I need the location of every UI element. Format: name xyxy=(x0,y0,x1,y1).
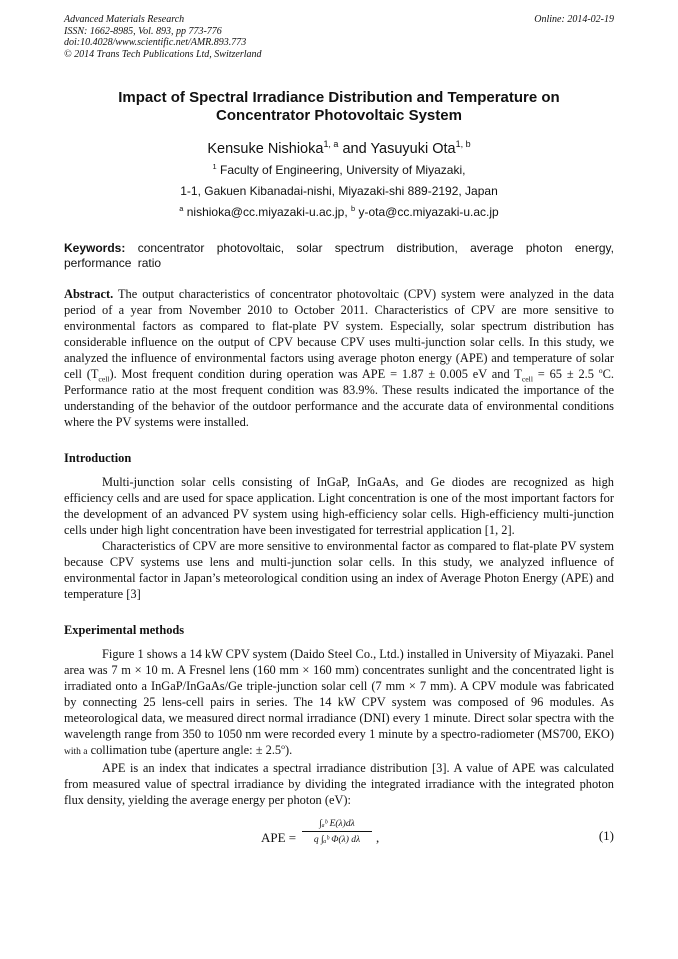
equation-fraction xyxy=(302,818,372,846)
equation-denominator: q ∫ₐᵇ Φ(λ) dλ xyxy=(313,835,361,845)
equation-comma: , xyxy=(376,830,380,845)
keywords xyxy=(64,241,614,271)
author-affil-sup: 1, a xyxy=(323,139,339,150)
paper-page xyxy=(64,14,614,862)
journal-issn: ISSN: 1662-8985, Vol. 893, pp 773-776 xyxy=(64,25,222,37)
email-link[interactable]: y-ota@cc.miyazaki-u.ac.jp xyxy=(358,205,499,219)
subscript: cell xyxy=(521,374,533,384)
journal-info xyxy=(64,14,262,60)
abstract-text: = 65 ± 2.5 xyxy=(532,367,599,381)
affiliation-emails xyxy=(64,202,614,223)
abstract-text: C. Performance ratio at the most frequent condition was 83.9%. These results indicated the importance of the understanding of the behavior of the outdoor performance and the accurate data of environmental conditions where the PV systems were installed. xyxy=(64,367,614,429)
paragraph-text: ). xyxy=(284,743,293,757)
affiliation-line xyxy=(64,160,614,181)
author-line xyxy=(64,140,614,158)
journal-name: Advanced Materials Research xyxy=(64,14,185,25)
equation-ape xyxy=(64,818,614,862)
section-heading-introduction: Introduction xyxy=(64,451,132,465)
author-name: Kensuke Nishioka xyxy=(207,141,324,157)
affiliation-text: Faculty of Engineering, University of Miyazaki, xyxy=(220,163,466,177)
paper-title: Impact of Spectral Irradiance Distribution and Temperature on Concentrator Photovoltaic System xyxy=(118,89,560,124)
experimental-paragraph xyxy=(64,646,614,760)
abstract-text: ). Most frequent condition during operation was APE = 1.87 ± 0.005 eV and T xyxy=(109,367,522,381)
journal-doi[interactable]: doi:10.4028/www.scientific.net/AMR.893.773 xyxy=(64,37,247,48)
paragraph-text: Figure 1 shows a 14 kW CPV system (Daido Steel Co., Ltd.) installed in University of Miyazaki. Panel area was 7 m × 10 m. A Fresnel lens (160 mm × 160 mm) concentrates sunlight and the concentrated light is irradiated onto a InGaP/InGaAs/Ge triple-junction solar cell (7 mm × 7 mm). A CPV module was fabricated by connecting 25 lens-cell pairs in series. The 14 kW CPV system was composed of 96 modules. As meteorological data, we measured direct normal irradiance (DNI) every 1 minute. Direct solar spectra with the wavelength range from 350 to 1050 nm were recorded every 1 minute by a spectro-radiometer (MS700, EKO) xyxy=(64,647,614,741)
email-sup: a xyxy=(179,204,184,213)
section-heading-experimental: Experimental methods xyxy=(64,623,185,637)
email-sup: b xyxy=(351,204,356,213)
keywords-text: concentrator photovoltaic, solar spectrum distribution, average photon energy, performance ratio xyxy=(64,241,614,270)
degree-sup: o xyxy=(598,365,603,375)
paragraph-text: collimation tube (aperture angle: ± 2.5 xyxy=(87,743,282,757)
abstract xyxy=(64,286,614,430)
keywords-label: Keywords: xyxy=(64,241,126,255)
degree-sup: o xyxy=(281,741,285,751)
author-name: Yasuyuki Ota xyxy=(370,141,456,157)
intro-paragraph: Characteristics of CPV are more sensitive to environmental factor as compared to flat-plate PV system because CPV systems use lens and multi-junction solar cells. In this study, we analyzed influence of environmental factor in Japan’s meteorological condition using an index of Average Photon Energy (APE) and temperature [3] xyxy=(64,539,614,601)
affil-sup: 1 xyxy=(212,162,217,171)
abstract-text: The output characteristics of concentrator photovoltaic (CPV) system were analyzed in the data period of a year from November 2010 to October 2011. Characteristics of CPV are more sensitive to environmental factors as compared to flat-plate PV system. Especially, solar spectrum distribution has considerable influence on the output of CPV because CPV uses multi-junction solar cells. In this study, we analyzed the influence of environmental factors using average photon energy (APE) and temperature of solar cell (T xyxy=(64,287,614,381)
author-conjunction: and xyxy=(342,141,367,157)
journal-header xyxy=(64,14,614,60)
subscript: cell xyxy=(98,374,110,384)
paragraph-text-small: with a xyxy=(64,747,88,757)
intro-paragraph: Multi-junction solar cells consisting of InGaP, InGaAs, and Ge diodes are recognized as high efficiency cells and are used for space application. Light concentration is one of the most important factors for the development of an advanced PV system using high-efficiency solar cells. High-efficiency multi-junction cells under high light concentration have been investigated for terrestrial application [1, 2]. xyxy=(64,475,614,537)
online-date: Online: 2014-02-19 xyxy=(534,14,614,25)
abstract-label: Abstract. xyxy=(64,287,114,301)
equation-numerator: ∫ₐᵇ E(λ)dλ xyxy=(302,818,372,832)
author-affil-sup: 1, b xyxy=(455,139,471,150)
equation-number: (1) xyxy=(598,828,614,843)
experimental-paragraph: APE is an index that indicates a spectral irradiance distribution [3]. A value of APE was calculated from measured value of spectral irradiance by dividing the integrated irradiance with the integrated photon flux density, yielding the average energy per photon (eV): xyxy=(64,761,614,807)
journal-copyright: © 2014 Trans Tech Publications Ltd, Switzerland xyxy=(64,48,262,60)
equation-lhs: APE = xyxy=(261,830,297,845)
email-link[interactable]: nishioka@cc.miyazaki-u.ac.jp, xyxy=(186,205,348,219)
affiliation-address: 1-1, Gakuen Kibanadai-nishi, Miyazaki-shi 889-2192, Japan xyxy=(180,184,498,198)
